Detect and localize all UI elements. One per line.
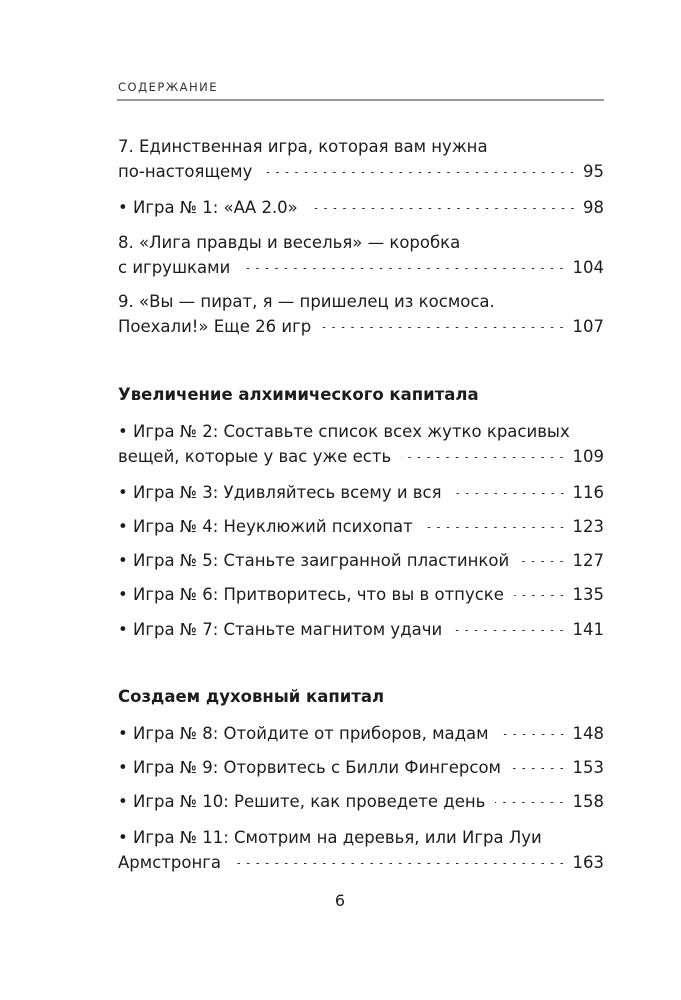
toc-entry-text: • Игра № 2: Составьте список всех жутко красивых bbox=[118, 422, 570, 441]
toc-entry-7[interactable] bbox=[118, 134, 604, 184]
toc-entry-text: • Игра № 6: Притворитесь, что вы в отпуске bbox=[118, 585, 504, 604]
dot-leader bbox=[308, 208, 577, 209]
toc-entry-text: Поехали!» Еще 26 игр bbox=[118, 317, 312, 336]
toc-entry-game-4[interactable] bbox=[118, 514, 604, 539]
toc-entry-text: Армстронга bbox=[118, 853, 222, 872]
dot-leader bbox=[231, 863, 566, 864]
dot-leader bbox=[499, 734, 567, 735]
toc-page-number: 158 bbox=[572, 792, 604, 811]
page-number: 6 bbox=[334, 891, 346, 910]
dot-leader bbox=[514, 595, 567, 596]
toc-entry-text: • Игра № 3: Удивляйтесь всему и вся bbox=[118, 483, 442, 502]
toc-entry-game-10[interactable] bbox=[118, 789, 604, 814]
toc-entry-game-1[interactable] bbox=[118, 195, 604, 220]
dot-leader bbox=[511, 768, 567, 769]
toc-entry-text: • Игра № 10: Решите, как проведете день bbox=[118, 792, 486, 811]
dot-leader bbox=[262, 172, 577, 173]
toc-page-number: 107 bbox=[572, 317, 604, 336]
toc-page-number: 153 bbox=[572, 758, 604, 777]
toc-entry-game-3[interactable] bbox=[118, 480, 604, 505]
toc-entry-text: • Игра № 7: Станьте магнитом удачи bbox=[118, 620, 443, 639]
toc-entry-text: 7. Единственная игра, которая вам нужна bbox=[118, 137, 488, 156]
toc-page-number: 116 bbox=[572, 483, 604, 502]
toc-entry-text: по-настоящему bbox=[118, 162, 253, 181]
running-head: СОДЕРЖАНИЕ bbox=[118, 80, 219, 94]
toc-page-number: 123 bbox=[572, 517, 604, 536]
section-title: Создаем духовный капитал bbox=[118, 687, 385, 706]
section-title: Увеличение алхимического капитала bbox=[118, 385, 479, 404]
toc-entry-game-9[interactable] bbox=[118, 755, 604, 780]
toc-page-number: 104 bbox=[572, 258, 604, 277]
dot-leader bbox=[240, 268, 566, 269]
toc-page-number: 163 bbox=[572, 853, 604, 872]
dot-leader bbox=[519, 561, 566, 562]
toc-entry-text: • Игра № 8: Отойдите от приборов, мадам bbox=[118, 724, 489, 743]
dot-leader bbox=[321, 327, 566, 328]
toc-entry-text: • Игра № 4: Неуклюжий психопат bbox=[118, 517, 413, 536]
dot-leader bbox=[401, 457, 566, 458]
toc-page-number: 141 bbox=[572, 620, 604, 639]
header-rule bbox=[117, 99, 604, 101]
toc-page-number: 95 bbox=[583, 162, 604, 181]
toc-entry-game-6[interactable] bbox=[118, 582, 604, 607]
dot-leader bbox=[423, 527, 567, 528]
toc-entry-text: • Игра № 9: Оторвитесь с Билли Фингерсом bbox=[118, 758, 501, 777]
dot-leader bbox=[495, 802, 566, 803]
toc-entry-game-8[interactable] bbox=[118, 721, 604, 746]
toc-page-number: 135 bbox=[572, 585, 604, 604]
toc-entry-game-2[interactable] bbox=[118, 419, 604, 469]
toc-entry-text: • Игра № 5: Станьте заигранной пластинкой bbox=[118, 551, 510, 570]
toc-entry-text: 8. «Лига правды и веселья» — коробка bbox=[118, 233, 461, 252]
toc-entry-text: • Игра № 1: «АА 2.0» bbox=[118, 198, 298, 217]
toc-page-number: 109 bbox=[572, 447, 604, 466]
dot-leader bbox=[452, 630, 566, 631]
toc-entry-text: с игрушками bbox=[118, 258, 231, 277]
toc-page-number: 98 bbox=[583, 198, 604, 217]
dot-leader bbox=[452, 493, 567, 494]
toc-entry-game-5[interactable] bbox=[118, 548, 604, 573]
toc-entry-text: 9. «Вы — пират, я — пришелец из космоса. bbox=[118, 292, 495, 311]
toc-entry-game-7[interactable] bbox=[118, 617, 604, 642]
toc-entry-text: вещей, которые у вас уже есть bbox=[118, 447, 392, 466]
toc-entry-8[interactable] bbox=[118, 230, 604, 280]
toc-entry-text: • Игра № 11: Смотрим на деревья, или Игра Луи bbox=[118, 828, 542, 847]
toc-entry-9[interactable] bbox=[118, 289, 604, 339]
toc-page-number: 148 bbox=[572, 724, 604, 743]
toc-entry-game-11[interactable] bbox=[118, 825, 604, 875]
toc-page-number: 127 bbox=[572, 551, 604, 570]
